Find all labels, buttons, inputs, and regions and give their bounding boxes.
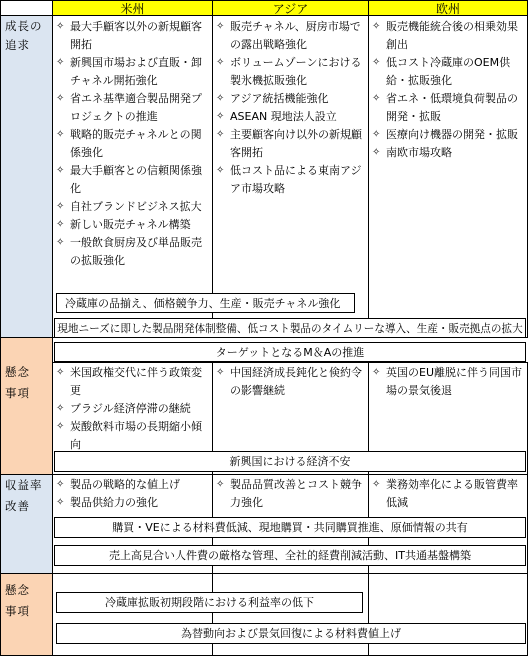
- profit-bar-cost-management: 売上高見合い人件費の厳格な管理、全社的経費削減活動、IT共通基盤構築: [54, 545, 526, 566]
- list-item: ✧ 自社ブランドビジネス拡大: [56, 198, 210, 216]
- concerns-bar-emerging: 新興国における経済不安: [54, 451, 526, 472]
- profit-asia-list: [216, 476, 366, 512]
- concerns-bar-material-cost: 為替動向および景気回復による材料費値上げ: [56, 623, 526, 644]
- section-label-line: 事項: [5, 386, 30, 400]
- list-item: ✧ 製品供給力の強化: [56, 494, 210, 512]
- list-item: ✧ 省エネ・低環境負荷製品の開発・拡販: [372, 90, 525, 126]
- list-item: ✧ 主要顧客向け以外の新規顧客開拓: [216, 126, 366, 162]
- concerns-bar-margin: 冷蔵庫拡販初期段階における利益率の低下: [56, 592, 363, 613]
- list-item: ✧ アジア統括機能強化: [216, 90, 366, 108]
- concerns-americas-list: [56, 364, 210, 454]
- list-item: ✧ 中国経済成長鈍化と倹約令の影響継続: [216, 364, 366, 400]
- growth-americas-list: [56, 18, 210, 270]
- section-label-profit: [0, 474, 53, 574]
- section-label-concerns: [0, 337, 53, 445]
- list-item: ✧ 業務効率化による販管費率低減: [372, 476, 525, 512]
- list-item: ✧ 炭酸飲料市場の長期縮小傾向: [56, 418, 210, 454]
- profit-americas-list: [56, 476, 210, 512]
- list-item: ✧ 低コスト冷蔵庫のOEM供給・拡販強化: [372, 54, 525, 90]
- growth-europe-list: [372, 18, 525, 162]
- list-item: ✧ 医療向け機器の開発・拡販: [372, 126, 525, 144]
- section-label-line: 改善: [5, 499, 30, 513]
- header-corner: [0, 0, 53, 16]
- growth-bar-local-needs: 現地ニーズに即した製品開発体制整備、低コスト製品のタイムリーな導入、生産・販売拠点の拡大: [54, 318, 526, 338]
- list-item: ✧ 製品の戦略的な値上げ: [56, 476, 210, 494]
- header-americas: 米州: [52, 0, 213, 16]
- list-item: ✧ 低コスト品による東南アジア市場攻略: [216, 162, 366, 198]
- profit-europe-list: [372, 476, 525, 512]
- section-label-line: 追求: [5, 38, 30, 52]
- list-item: ✧ 新興国市場および直販・卸チャネル開拓強化: [56, 54, 210, 90]
- section-label-line: 懸念: [5, 365, 30, 379]
- list-item: ✧ 戦略的販売チャネルとの関係強化: [56, 126, 210, 162]
- list-item: ✧ 最大手顧客以外の新規顧客開拓: [56, 18, 210, 54]
- list-item: ✧ 最大手顧客との信頼関係強化: [56, 162, 210, 198]
- concerns-asia-list: [216, 364, 366, 400]
- profit-bar-purchasing: 購買・VEによる材料費低減、現地購買・共同購買推進、原価情報の共有: [54, 517, 526, 538]
- section-label-line: 成長の: [5, 19, 43, 33]
- section-label-line: 事項: [5, 604, 30, 618]
- list-item: ✧ 米国政権交代に伴う政策変更: [56, 364, 210, 400]
- section-label-line: 収益率: [5, 478, 43, 492]
- list-item: ✧ 南欧市場攻略: [372, 144, 525, 162]
- list-item: ✧ 製品品質改善とコスト競争力強化: [216, 476, 366, 512]
- list-item: ✧ 一般飲食厨房及び単品販売の拡販強化: [56, 234, 210, 270]
- header-asia: アジア: [212, 0, 369, 16]
- list-item: ✧ 新しい販売チャネル構築: [56, 216, 210, 234]
- list-item: ✧ 英国のEU離脱に伴う同国市場の景気後退: [372, 364, 525, 400]
- list-item: ✧ 販売チャネル、厨房市場での露出戦略強化: [216, 18, 366, 54]
- section-label-concerns-2: [0, 573, 53, 656]
- section-label-line: 懸念: [5, 583, 30, 597]
- growth-asia-list: [216, 18, 366, 198]
- list-item: ✧ 省エネ基準適合製品開発プロジェクトの推進: [56, 90, 210, 126]
- list-item: ✧ 販売機能統合後の相乗効果創出: [372, 18, 525, 54]
- concerns-europe-list: [372, 364, 525, 400]
- list-item: ✧ ボリュームゾーンにおける製氷機拡販強化: [216, 54, 366, 90]
- list-item: ✧ ASEAN 現地法人設立: [216, 108, 366, 126]
- header-europe: 欧州: [368, 0, 528, 16]
- list-item: ✧ ブラジル経済停滞の継続: [56, 400, 210, 418]
- section-label-growth: [0, 15, 53, 338]
- growth-bar-ma: ターゲットとなるM＆Aの推進: [54, 342, 526, 362]
- growth-bar-refrigerator: 冷蔵庫の品揃え、価格競争力、生産・販売チャネル強化: [56, 293, 355, 313]
- section-label-concerns-fill: [0, 444, 53, 475]
